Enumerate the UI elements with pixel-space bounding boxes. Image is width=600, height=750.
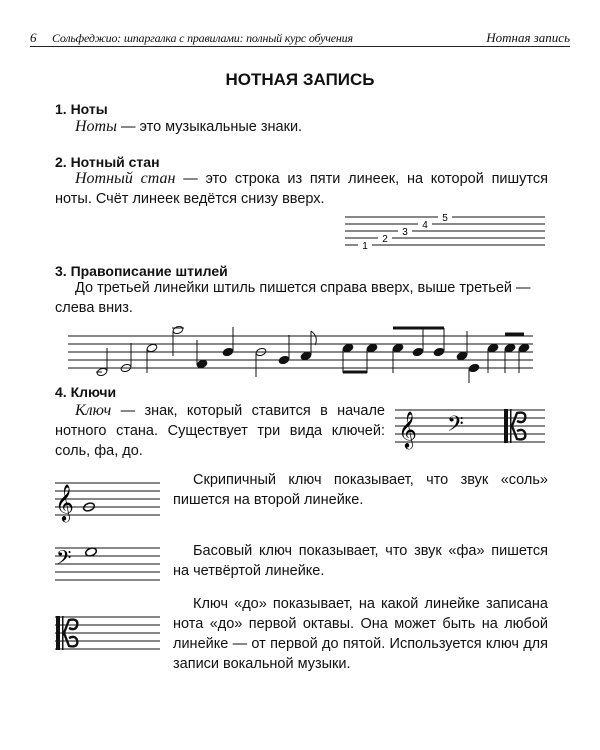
term-notes: Ноты bbox=[75, 118, 117, 135]
paragraph-stems: До третьей линейки штиль пишется справа вверх, выше третьей — слева вниз. bbox=[55, 280, 531, 316]
staff-line-number-4: 4 bbox=[422, 220, 428, 231]
paragraph-clefs bbox=[55, 401, 385, 461]
staff-line-number-3: 3 bbox=[402, 227, 408, 238]
staff-line-number-1: 1 bbox=[362, 241, 368, 252]
treble-clef-icon: 𝄞 bbox=[398, 410, 417, 448]
term-staff: Нотный стан bbox=[75, 170, 176, 187]
paragraph-notes bbox=[75, 117, 555, 137]
heading-clefs: 4. Ключи bbox=[55, 384, 117, 400]
definition-staff: — это строка из пяти линеек, на которой пишутся ноты. Счёт линеек ведётся снизу вверх. bbox=[55, 171, 548, 207]
paragraph-staff bbox=[55, 169, 548, 209]
paragraph-bass: Басовый ключ показывает, что звук «фа» пишется на четвёртой линейке. bbox=[173, 543, 548, 579]
heading-staff: 2. Нотный стан bbox=[55, 154, 160, 170]
page-number: 6 bbox=[30, 30, 37, 45]
staff-line-number-2: 2 bbox=[382, 234, 388, 245]
bass-clef-sample-icon: 𝄢 bbox=[56, 546, 72, 574]
stem-direction-staff bbox=[68, 328, 533, 378]
bass-clef-icon: 𝄢 bbox=[447, 412, 464, 442]
term-clef: Ключ bbox=[75, 402, 112, 419]
header-rule bbox=[30, 46, 570, 47]
page-title: НОТНАЯ ЗАПИСЬ bbox=[225, 70, 375, 89]
bass-clef-staff bbox=[55, 543, 160, 583]
treble-clef-staff bbox=[55, 478, 160, 521]
numbered-staff-diagram bbox=[345, 208, 545, 252]
staff-line-number-5: 5 bbox=[442, 213, 448, 224]
alto-clef-staff bbox=[55, 612, 160, 652]
definition-notes: — это музыкальные знаки. bbox=[116, 119, 303, 135]
paragraph-alto: Ключ «до» показывает, на какой линейке записана нота «до» первой октавы. Она может быть на любой линейке — от первой до пятой. Используется ключ для записи вокальной музыки. bbox=[173, 596, 548, 672]
heading-stems: 3. Правописание штилей bbox=[55, 263, 228, 279]
definition-clef: — знак, который ставится в начале нотного стана. Существует три вида ключей: соль, фа, до. bbox=[55, 403, 385, 459]
paragraph-treble: Скрипичный ключ показывает, что звук «соль» пишется на второй линейке. bbox=[173, 472, 548, 508]
running-header bbox=[30, 30, 570, 46]
heading-notes: 1. Ноты bbox=[55, 101, 108, 117]
treble-clef-sample-icon: 𝄞 bbox=[55, 483, 74, 521]
three-clefs-staff bbox=[395, 405, 545, 448]
section-title: Нотная запись bbox=[486, 30, 570, 45]
running-title: Сольфеджио: шпаргалка с правилами: полный курс обучения bbox=[52, 31, 353, 45]
